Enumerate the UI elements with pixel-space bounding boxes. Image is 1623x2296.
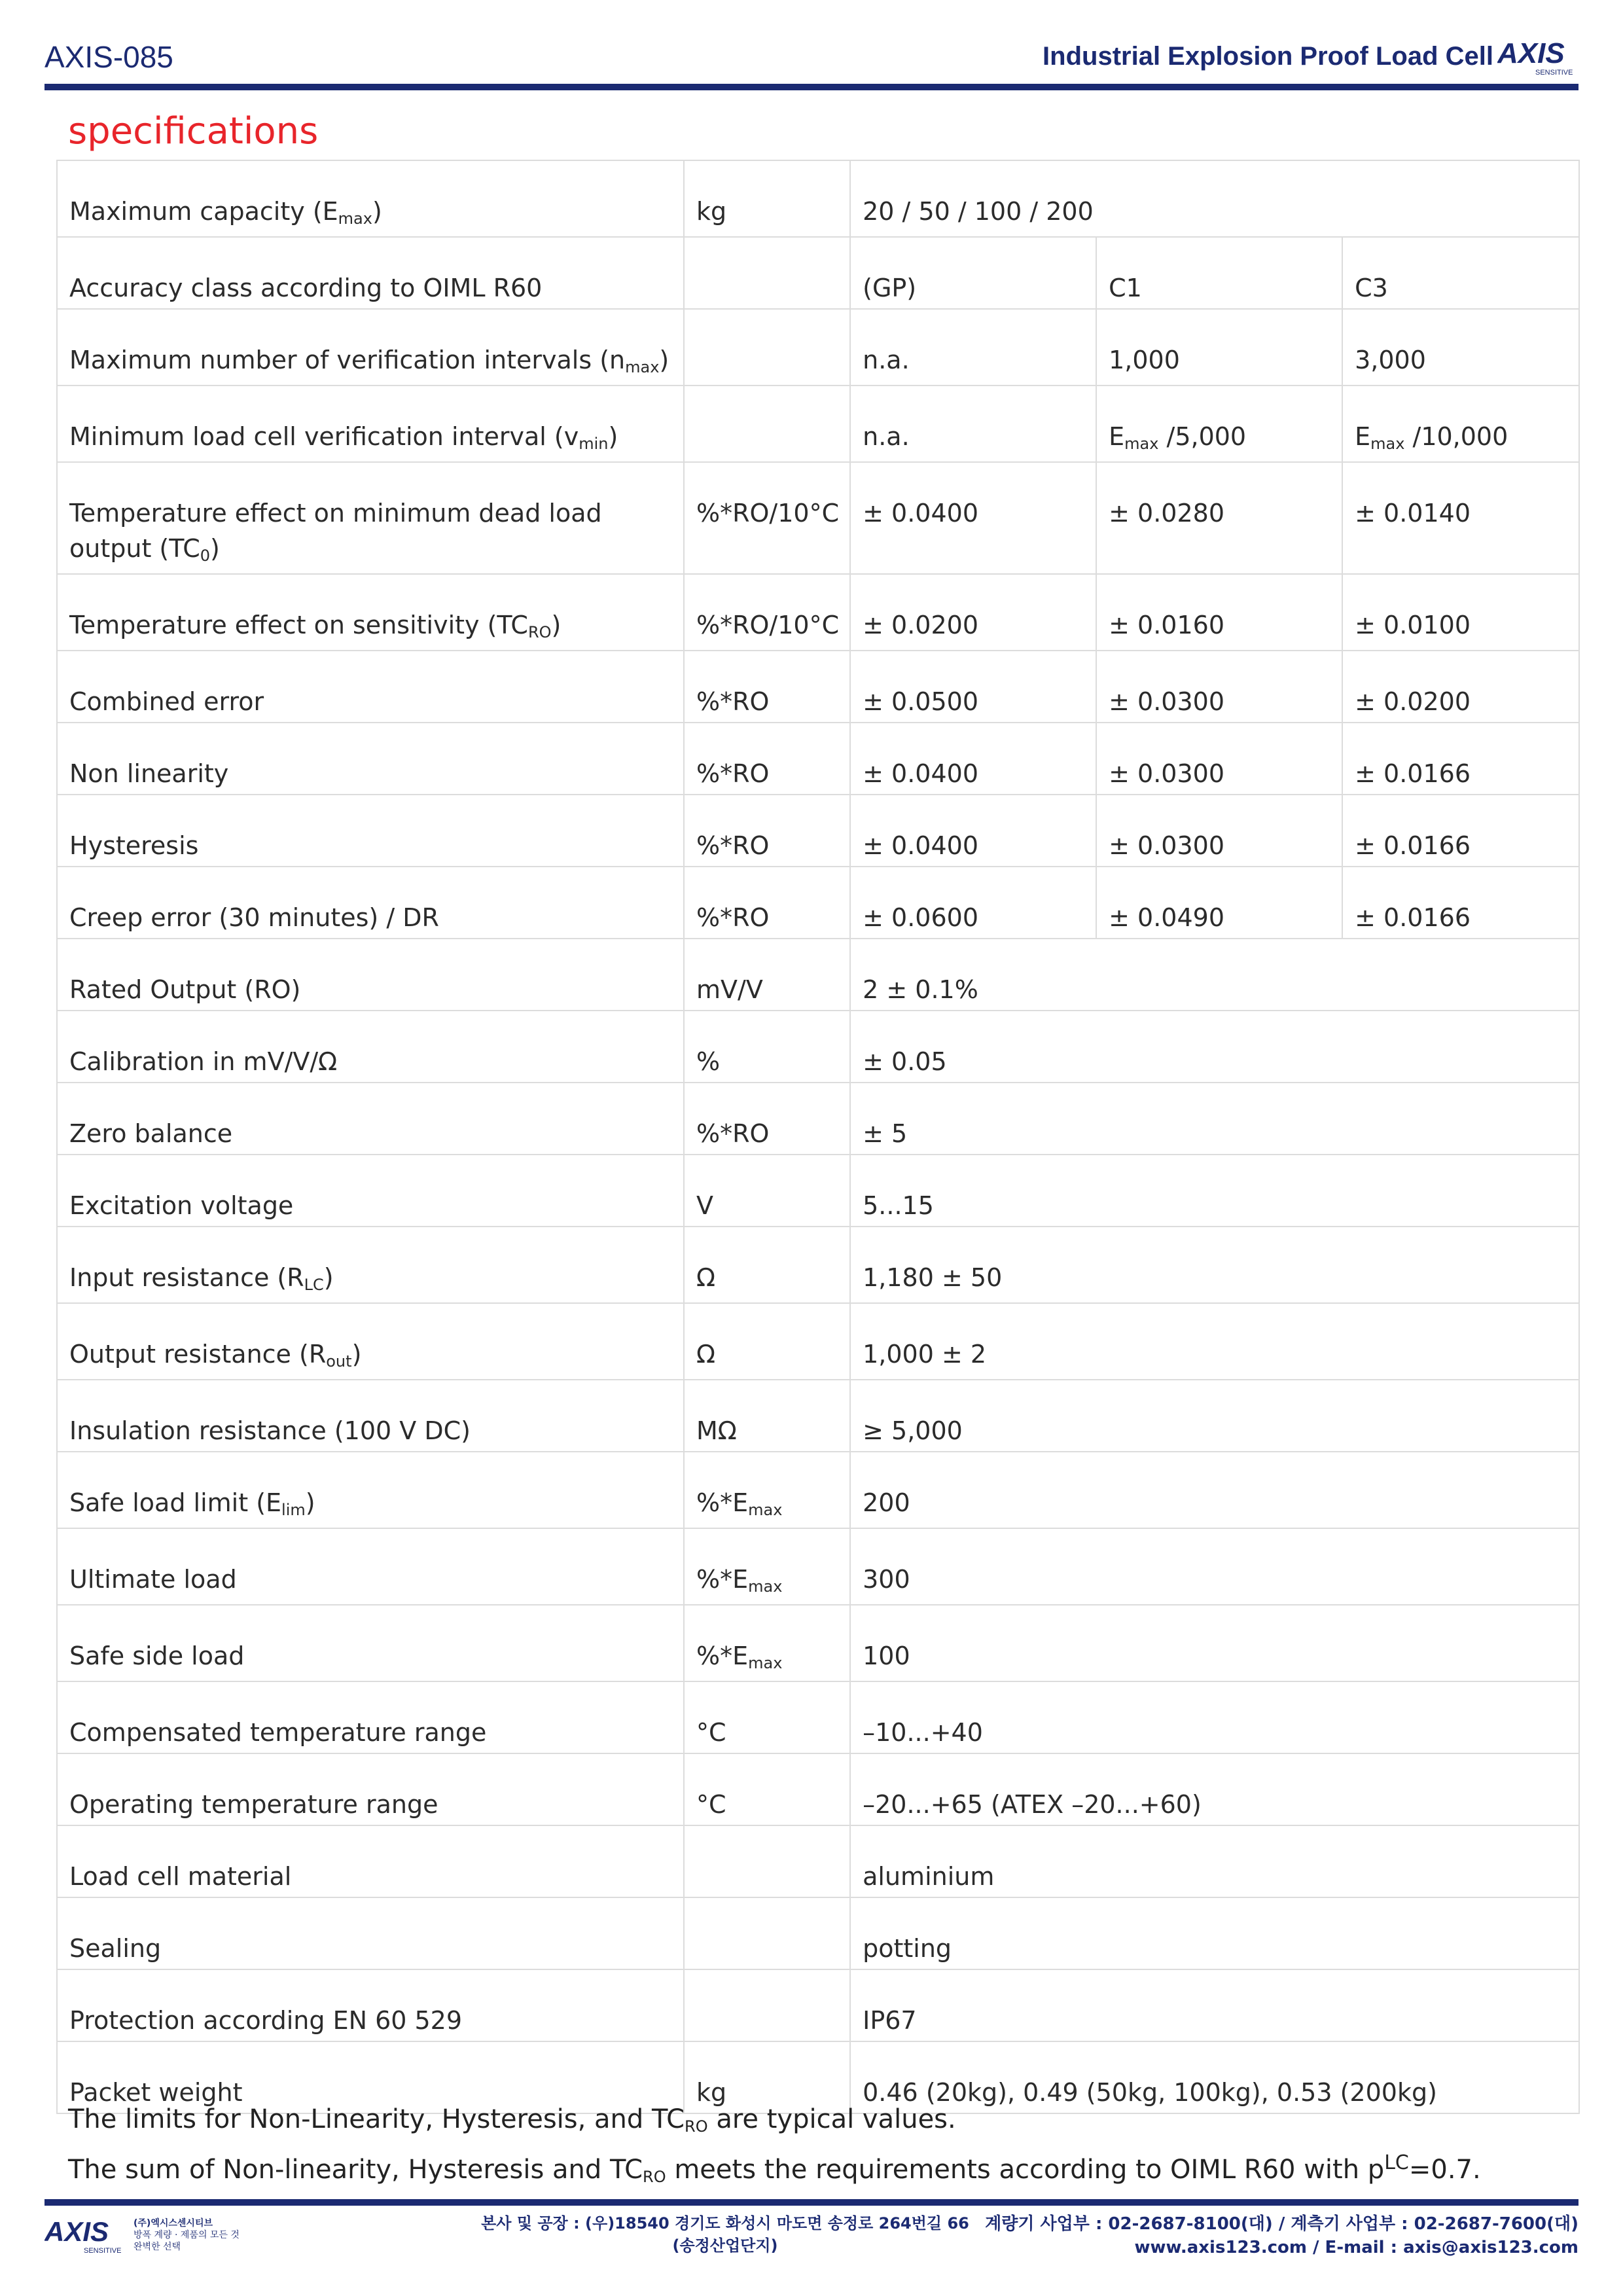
- spec-label: Load cell material: [57, 1825, 684, 1897]
- spec-unit: MΩ: [684, 1380, 850, 1452]
- spec-unit: %*RO: [684, 795, 850, 867]
- spec-unit: mV/V: [684, 939, 850, 1011]
- spec-value: IP67: [850, 1969, 1579, 2041]
- spec-value: (GP): [850, 237, 1096, 309]
- spec-row: [57, 723, 1579, 795]
- spec-row: [57, 1380, 1579, 1452]
- section-title: specifications: [68, 110, 319, 152]
- spec-unit: Ω: [684, 1227, 850, 1303]
- spec-value: ± 0.0600: [850, 867, 1096, 939]
- spec-label: Insulation resistance (100 V DC): [57, 1380, 684, 1452]
- spec-unit: $\%*E_{max}$: [684, 1605, 850, 1681]
- spec-row: [57, 1011, 1579, 1083]
- spec-label: Minimum load cell verification interval $(v_{min})$: [57, 386, 684, 462]
- spec-unit: [684, 1897, 850, 1969]
- product-title: Industrial Explosion Proof Load Cell: [1043, 42, 1493, 71]
- spec-unit: $\%*E_{max}$: [684, 1452, 850, 1528]
- spec-value: –20...+65 (ATEX –20...+60): [850, 1753, 1579, 1825]
- phone-numbers: 계량기 사업부 : 02-2687-8100(대) / 계측기 사업부 : 02-2687-7600(대): [985, 2214, 1578, 2234]
- spec-unit: %*RO: [684, 651, 850, 723]
- spec-label: Combined error: [57, 651, 684, 723]
- spec-unit: kg: [684, 160, 850, 237]
- spec-row: [57, 939, 1579, 1011]
- spec-label: Temperature effect on sensitivity $(TC_{RO})$: [57, 574, 684, 651]
- spec-label: Creep error (30 minutes) / DR: [57, 867, 684, 939]
- spec-value: 1,000 ± 2: [850, 1303, 1579, 1380]
- spec-value: C1: [1096, 237, 1342, 309]
- spec-value: ± 0.05: [850, 1011, 1579, 1083]
- footnote-2: The sum of Non-linearity, Hysteresis and $TC_{RO}$ meets the requirements according to OIML R60 with $p^{LC}=0.7$.: [68, 2151, 1481, 2186]
- spec-value: ± 0.0166: [1342, 867, 1579, 939]
- spec-label: Sealing: [57, 1897, 684, 1969]
- model-number: AXIS-085: [45, 40, 173, 74]
- spec-row: [57, 237, 1579, 309]
- spec-value: 1,000: [1096, 309, 1342, 386]
- spec-value: potting: [850, 1897, 1579, 1969]
- spec-row: [57, 1155, 1579, 1227]
- spec-value: ± 0.0400: [850, 795, 1096, 867]
- spec-label: Excitation voltage: [57, 1155, 684, 1227]
- company-slogan-1: 방폭 계량 · 제품의 모든 것: [134, 2230, 240, 2240]
- spec-unit: °C: [684, 1753, 850, 1825]
- spec-unit: %*RO/10°C: [684, 574, 850, 651]
- spec-value: ± 0.0140: [1342, 462, 1579, 574]
- page-header: [45, 34, 1578, 90]
- spec-unit: %*RO: [684, 867, 850, 939]
- spec-value: ± 0.0300: [1096, 651, 1342, 723]
- spec-unit: $\%*E_{max}$: [684, 1528, 850, 1605]
- spec-value: ± 0.0300: [1096, 723, 1342, 795]
- footer-rule: [45, 2199, 1578, 2206]
- spec-unit: V: [684, 1155, 850, 1227]
- spec-value: ≥ 5,000: [850, 1380, 1579, 1452]
- spec-value: ± 5: [850, 1083, 1579, 1155]
- spec-value: ± 0.0280: [1096, 462, 1342, 574]
- spec-value: ± 0.0100: [1342, 574, 1579, 651]
- logo-subtext: SENSITIVE: [1535, 69, 1573, 77]
- spec-value: C3: [1342, 237, 1579, 309]
- page-footer: [45, 2212, 1578, 2284]
- spec-unit: [684, 1825, 850, 1897]
- spec-label: Calibration in mV/V/Ω: [57, 1011, 684, 1083]
- spec-value: 0.46 (20kg), 0.49 (50kg, 100kg), 0.53 (200kg): [850, 2041, 1579, 2113]
- spec-label: Maximum capacity $(E_{max})$: [57, 160, 684, 237]
- web-email: www.axis123.com / E-mail : axis@axis123.com: [1134, 2238, 1578, 2257]
- spec-label: Safe side load: [57, 1605, 684, 1681]
- spec-label: Rated Output (RO): [57, 939, 684, 1011]
- footer-contact: [985, 2212, 1578, 2259]
- spec-value: ± 0.0166: [1342, 723, 1579, 795]
- spec-unit: Ω: [684, 1303, 850, 1380]
- spec-value: 200: [850, 1452, 1579, 1528]
- spec-value: ± 0.0500: [850, 651, 1096, 723]
- footer-address: [437, 2212, 1013, 2257]
- footnote-1: The limits for Non-Linearity, Hysteresis, and $TC_{RO}$ are typical values.: [68, 2104, 956, 2136]
- footer-logo-subtext: SENSITIVE: [84, 2247, 122, 2255]
- spec-value: 5...15: [850, 1155, 1579, 1227]
- spec-value: n.a.: [850, 386, 1096, 462]
- spec-table: [56, 160, 1580, 2114]
- spec-value: ± 0.0400: [850, 462, 1096, 574]
- spec-row: [57, 386, 1579, 462]
- spec-row: [57, 1227, 1579, 1303]
- address-line-1: 본사 및 공장 : (우)18540 경기도 화성시 마도면 송정로 264번길 66: [481, 2214, 969, 2233]
- spec-unit: °C: [684, 1681, 850, 1753]
- spec-label: Zero balance: [57, 1083, 684, 1155]
- axis-logo: [1497, 35, 1578, 77]
- spec-unit: [684, 309, 850, 386]
- spec-value: ± 0.0400: [850, 723, 1096, 795]
- spec-label: Protection according EN 60 529: [57, 1969, 684, 2041]
- spec-row: [57, 1528, 1579, 1605]
- spec-unit: [684, 1969, 850, 2041]
- spec-row: [57, 462, 1579, 574]
- spec-unit: %*RO: [684, 1083, 850, 1155]
- spec-row: [57, 1605, 1579, 1681]
- spec-row: [57, 1969, 1579, 2041]
- spec-value: $E_{max}$ /5,000: [1096, 386, 1342, 462]
- spec-label: Output resistance $(R_{out})$: [57, 1303, 684, 1380]
- company-name: (주)엑시스센시티브: [134, 2218, 213, 2229]
- spec-row: [57, 1681, 1579, 1753]
- header-rule: [45, 84, 1578, 90]
- spec-value: 20 / 50 / 100 / 200: [850, 160, 1579, 237]
- spec-value: aluminium: [850, 1825, 1579, 1897]
- spec-label: Compensated temperature range: [57, 1681, 684, 1753]
- spec-row: [57, 795, 1579, 867]
- spec-row: [57, 1303, 1579, 1380]
- address-line-2: (송정산업단지): [672, 2236, 778, 2255]
- spec-value: n.a.: [850, 309, 1096, 386]
- spec-row: [57, 1825, 1579, 1897]
- footnotes: [68, 2101, 1481, 2195]
- spec-value: ± 0.0300: [1096, 795, 1342, 867]
- spec-value: 1,180 ± 50: [850, 1227, 1579, 1303]
- company-slogan-2: 완벽한 선택: [134, 2242, 181, 2252]
- spec-value: –10...+40: [850, 1681, 1579, 1753]
- footer-logo-text: AXIS: [45, 2216, 109, 2247]
- logo-text: AXIS: [1497, 37, 1565, 69]
- spec-value: ± 0.0490: [1096, 867, 1342, 939]
- spec-label: Maximum number of verification intervals $(n_{max})$: [57, 309, 684, 386]
- spec-row: [57, 1452, 1579, 1528]
- spec-row: [57, 867, 1579, 939]
- spec-value: 2 ± 0.1%: [850, 939, 1579, 1011]
- spec-value: 3,000: [1342, 309, 1579, 386]
- spec-row: [57, 574, 1579, 651]
- spec-label: Hysteresis: [57, 795, 684, 867]
- spec-value: ± 0.0200: [850, 574, 1096, 651]
- spec-label: Temperature effect on minimum dead load output $(TC_0)$: [57, 462, 684, 574]
- spec-value: $E_{max}$ /10,000: [1342, 386, 1579, 462]
- spec-value: ± 0.0160: [1096, 574, 1342, 651]
- spec-row: [57, 651, 1579, 723]
- spec-value: 300: [850, 1528, 1579, 1605]
- spec-label: Operating temperature range: [57, 1753, 684, 1825]
- spec-unit: %*RO: [684, 723, 850, 795]
- footer-company: [134, 2217, 240, 2253]
- footer-axis-logo: [45, 2215, 130, 2257]
- spec-value: 100: [850, 1605, 1579, 1681]
- spec-unit: [684, 237, 850, 309]
- spec-unit: [684, 386, 850, 462]
- spec-label: Packet weight: [57, 2041, 684, 2113]
- spec-label: Safe load limit $(E_{lim})$: [57, 1452, 684, 1528]
- spec-row: [57, 1083, 1579, 1155]
- spec-label: Accuracy class according to OIML R60: [57, 237, 684, 309]
- spec-row: [57, 1897, 1579, 1969]
- spec-unit: kg: [684, 2041, 850, 2113]
- spec-value: ± 0.0166: [1342, 795, 1579, 867]
- spec-row: [57, 309, 1579, 386]
- spec-label: Ultimate load: [57, 1528, 684, 1605]
- spec-unit: %*RO/10°C: [684, 462, 850, 574]
- spec-value: ± 0.0200: [1342, 651, 1579, 723]
- spec-row: [57, 1753, 1579, 1825]
- spec-label: Non linearity: [57, 723, 684, 795]
- spec-label: Input resistance $(R_{LC})$: [57, 1227, 684, 1303]
- spec-unit: %: [684, 1011, 850, 1083]
- spec-row: [57, 160, 1579, 237]
